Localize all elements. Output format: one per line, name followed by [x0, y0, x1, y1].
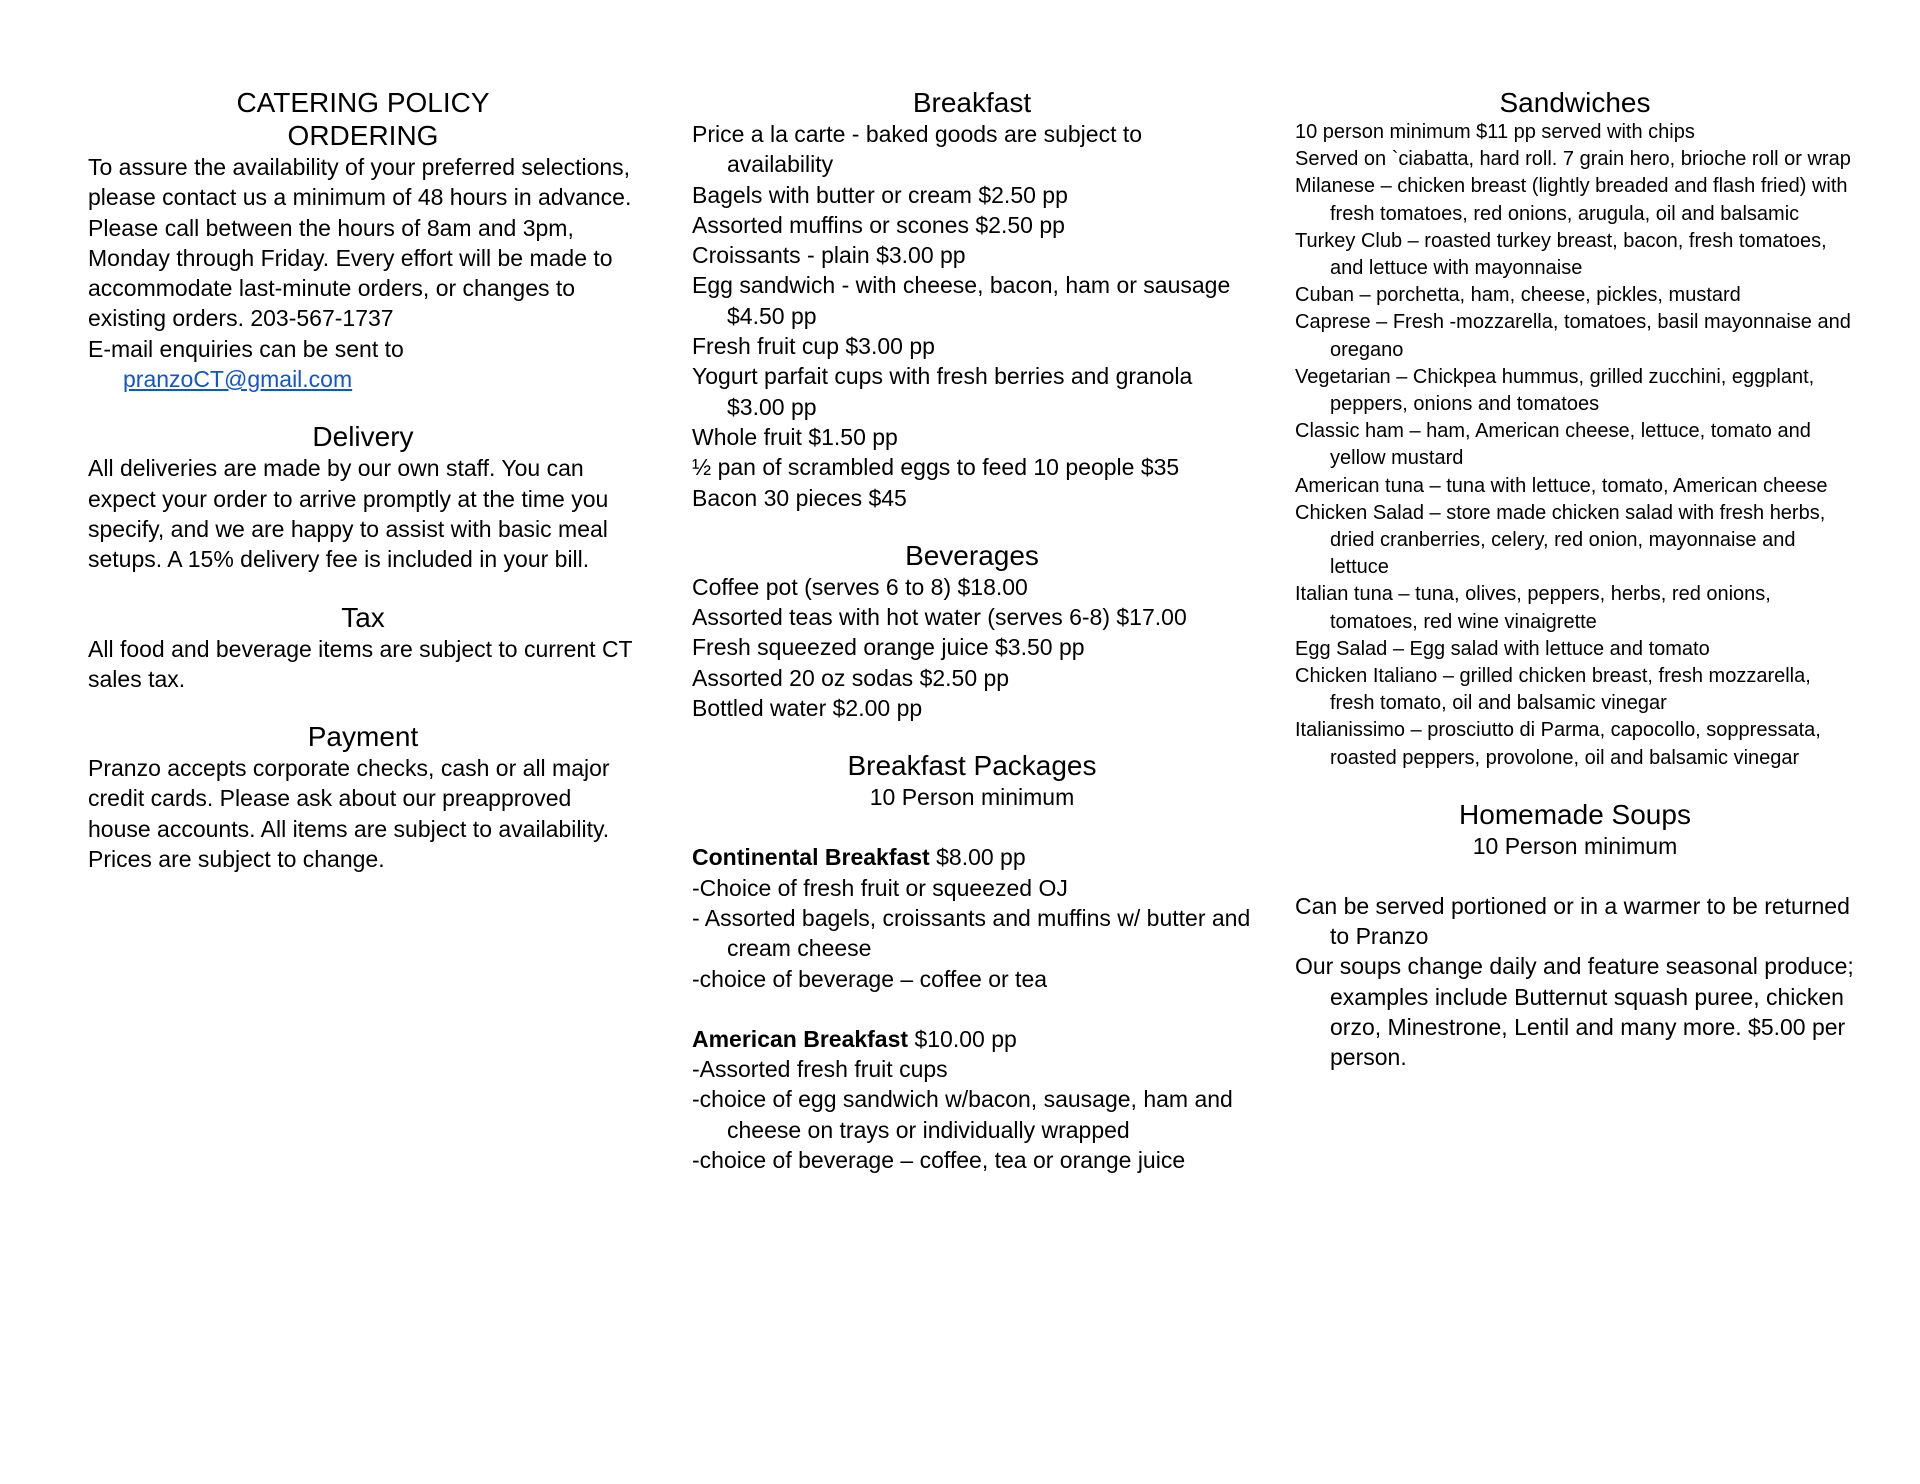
- list-item: -choice of beverage – coffee, tea or orange juice: [692, 1147, 1186, 1174]
- list-item: Yogurt parfait cups with fresh berries and granola $3.00 pp: [692, 363, 1193, 420]
- sandwiches-list: [1295, 119, 1855, 772]
- list-item: Chicken Salad – store made chicken salad with fresh herbs, dried cranberries, celery, red onion, mayonnaise and lettuce: [1295, 501, 1826, 579]
- list-item: ½ pan of scrambled eggs to feed 10 people $35: [692, 454, 1180, 481]
- continental-price: $8.00 pp: [929, 844, 1026, 871]
- list-item: Assorted teas with hot water (serves 6-8) $17.00: [692, 604, 1187, 631]
- american-title: [692, 1024, 1252, 1054]
- soups-heading: Homemade Soups: [1459, 798, 1691, 830]
- policy-column: [88, 86, 638, 874]
- list-item: Served on `ciabatta, hard roll. 7 grain hero, brioche roll or wrap: [1295, 148, 1851, 171]
- list-item: Turkey Club – roasted turkey breast, bacon, fresh tomatoes, and lettuce with mayonnaise: [1295, 229, 1827, 280]
- list-item: 10 person minimum $11 pp served with chips: [1295, 121, 1695, 143]
- american-name: American Breakfast: [692, 1025, 909, 1052]
- list-item: Bottled water $2.00 pp: [692, 695, 923, 722]
- list-item: Egg Salad – Egg salad with lettuce and tomato: [1295, 637, 1710, 660]
- payment-heading: Payment: [307, 721, 419, 753]
- email-intro: E-mail enquiries can be sent to: [88, 335, 404, 362]
- list-item: -choice of egg sandwich w/bacon, sausage, ham and cheese on trays or individually wrapped: [692, 1086, 1233, 1143]
- list-item: Our soups change daily and feature seasonal produce; examples include Butternut squash puree, chicken orzo, Minestrone, Lentil and many more. $5.00 per person.: [1295, 953, 1854, 1071]
- list-item: Milanese – chicken breast (lightly breaded and flash fried) with fresh tomatoes, red onions, arugula, oil and balsamic: [1295, 175, 1848, 225]
- list-item: Italian tuna – tuna, olives, peppers, herbs, red onions, tomatoes, red wine vinaigrette: [1295, 583, 1771, 633]
- tax-heading: Tax: [341, 601, 385, 633]
- prices-note: Prices are subject to change.: [88, 846, 385, 873]
- beverages-list: [692, 572, 1252, 723]
- list-item: Caprese – Fresh -mozzarella, tomatoes, basil mayonnaise and oregano: [1295, 311, 1851, 361]
- sandwiches-column: [1295, 86, 1855, 1073]
- list-item: Bagels with butter or cream $2.50 pp: [692, 181, 1068, 208]
- list-item: Italianissimo – prosciutto di Parma, capocollo, soppressata, roasted peppers, provolone, oil and balsamic vinegar: [1295, 719, 1821, 769]
- american-price: $10.00 pp: [908, 1025, 1017, 1052]
- list-item: Chicken Italiano – grilled chicken breast, fresh mozzarella, fresh tomato, oil and balsamic vinegar: [1295, 665, 1811, 715]
- continental-title: [692, 842, 1252, 872]
- list-item: Croissants - plain $3.00 pp: [692, 242, 966, 269]
- list-item: Can be served portioned or in a warmer to be returned to Pranzo: [1295, 892, 1850, 950]
- list-item: Classic ham – ham, American cheese, lettuce, tomato and yellow mustard: [1295, 420, 1811, 470]
- payment-text: Pranzo accepts corporate checks, cash or all major credit cards. Please ask about our preapproved house accounts. All items are subject to availability.: [88, 755, 610, 842]
- list-item: Vegetarian – Chickpea hummus, grilled zucchini, eggplant, peppers, onions and tomatoes: [1295, 365, 1815, 416]
- delivery-heading: Delivery: [312, 421, 414, 453]
- list-item: Price a la carte - baked goods are subject to availability: [692, 121, 1143, 178]
- list-item: - Assorted bagels, croissants and muffins w/ butter and cream cheese: [692, 904, 1251, 962]
- list-item: Bacon 30 pieces $45: [692, 484, 907, 511]
- breakfast-list: [692, 119, 1252, 513]
- list-item: Fresh squeezed orange juice $3.50 pp: [692, 634, 1085, 661]
- breakfast-heading: Breakfast: [912, 87, 1032, 118]
- list-item: Assorted 20 oz sodas $2.50 pp: [692, 664, 1010, 691]
- list-item: Coffee pot (serves 6 to 8) $18.00: [692, 573, 1028, 600]
- sandwiches-heading: Sandwiches: [1499, 87, 1651, 118]
- policy-title: CATERING POLICY: [236, 87, 490, 118]
- email-link[interactable]: pranzoCT@gmail.com: [123, 366, 353, 393]
- continental-name: Continental Breakfast: [692, 844, 930, 871]
- list-item: -Choice of fresh fruit or squeezed OJ: [692, 874, 1068, 901]
- ordering-text: To assure the availability of your preferred selections, please contact us a minimum of 48 hours in advance. Please call between the hours of 8am and 3pm, Monday through Friday. Every effort will be made to accommodate last-minute orders, or changes to existing orders. 203-567-1737: [88, 154, 632, 332]
- list-item: -Assorted fresh fruit cups: [692, 1056, 948, 1083]
- ordering-heading: ORDERING: [287, 120, 439, 151]
- list-item: Assorted muffins or scones $2.50 pp: [692, 211, 1065, 238]
- breakfast-column: [692, 86, 1252, 1175]
- soups-minimum: 10 Person minimum: [1472, 832, 1678, 859]
- list-item: American tuna – tuna with lettuce, tomato, American cheese: [1295, 474, 1828, 497]
- list-item: -choice of beverage – coffee or tea: [692, 965, 1048, 992]
- packages-heading: Breakfast Packages: [847, 750, 1097, 782]
- tax-text: All food and beverage items are subject to current CT sales tax.: [88, 635, 633, 692]
- list-item: Cuban – porchetta, ham, cheese, pickles, mustard: [1295, 284, 1741, 307]
- list-item: Egg sandwich - with cheese, bacon, ham or sausage $4.50 pp: [692, 272, 1231, 329]
- beverages-heading: Beverages: [905, 539, 1039, 571]
- list-item: Fresh fruit cup $3.00 pp: [692, 333, 935, 360]
- list-item: Whole fruit $1.50 pp: [692, 423, 898, 450]
- packages-minimum: 10 Person minimum: [869, 784, 1075, 811]
- delivery-text: All deliveries are made by our own staff. You can expect your order to arrive promptly at the time you specify, and we are happy to assist with basic meal setups. A 15% delivery fee is included in your bill.: [88, 455, 609, 573]
